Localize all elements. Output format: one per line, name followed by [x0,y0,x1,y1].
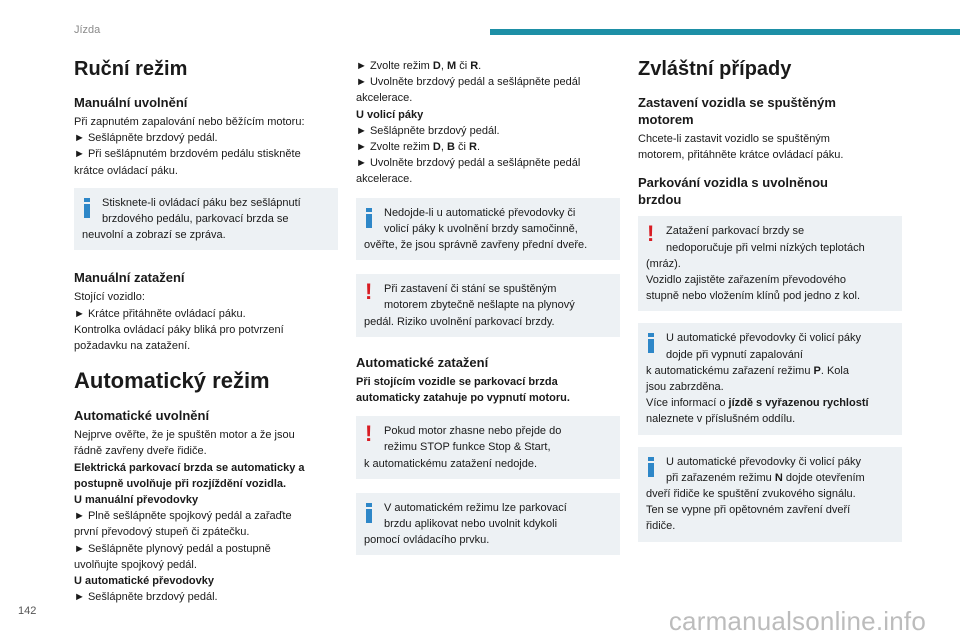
text-line-bold: postupně uvolňuje při rozjíždění vozidla. [74,477,287,490]
warning-text: motorem zbytečně nešlapte na plynový [384,299,575,312]
heading-stop-engine-running: Zastavení vozidla se spuštěným [638,95,836,110]
info-box [74,188,338,251]
text-line: požadavku na zatažení. [74,340,191,353]
warning-text: režimu STOP funkce Stop & Start, [384,441,551,454]
info-box [638,323,902,434]
warning-text: Vozidlo zajistěte zařazením převodového [646,274,846,287]
info-text: Stisknete-li ovládací páku bez sešlápnutí [102,196,301,209]
text-line: ► Uvolněte brzdový pedál a sešlápněte pedál [356,76,581,89]
info-text: dveří řidiče ke spuštění zvukového signálu. [646,488,856,501]
section-header: Jízda [74,24,101,36]
warning-text: stupně nebo vložením klínů pod jedno z kol. [646,290,861,303]
warning-icon: ! [365,421,373,447]
info-text: Více informací o jízdě s vyřazenou rychlostí [646,397,869,410]
warning-box [356,274,620,337]
watermark: carmanualsonline.info [668,606,926,636]
column-1 [74,52,338,605]
heading-automatic-apply: Automatické zatažení [356,354,489,370]
text-line: Chcete-li zastavit vozidlo se spuštěným [638,133,830,145]
text-line: ► Sešlápněte plynový pedál a postupně [74,542,271,555]
warning-text: nedoporučuje při velmi nízkých teplotách [666,241,865,254]
warning-text: Pokud motor zhasne nebo přejde do [384,425,562,438]
text-line: akcelerace. [356,92,413,105]
text-line: Kontrolka ovládací páky bliká pro potvrzení [74,323,284,336]
heading-automatic-release: Automatické uvolnění [74,408,210,424]
info-text: Ten se vypne při opětovném zavření dveří [646,504,851,517]
info-text: řidiče. [646,520,676,533]
text-line: Při zapnutém zapalování nebo běžícím motoru: [74,116,305,128]
text-line: ► Plně sešlápněte spojkový pedál a zařaďte [74,510,292,523]
info-text: ověřte, že jsou správně zavřeny přední dveře. [364,239,588,252]
text-line: ► Krátce přitáhněte ovládací páku. [74,307,246,320]
text-line: ► Při sešlápnutém brzdovém pedálu stiskněte [74,148,301,161]
column-2 [356,58,620,565]
heading-special-cases: Zvláštní případy [638,58,792,80]
page-number: 142 [18,605,37,617]
warning-text: k automatickému zatažení nedojde. [364,457,538,470]
text-line-bold: automaticky zatahuje po vypnutí motoru. [356,392,570,405]
column-3 [638,52,902,552]
info-text: k automatickému zařazení režimu P. Kola [646,364,849,377]
text-line: uvolňujte spojkový pedál. [74,558,197,571]
text-line: ► Zvolte režim D, M či R. [356,60,482,72]
info-icon [648,333,654,353]
info-text: naleznete v příslušném oddílu. [646,413,796,426]
info-box [356,198,620,261]
info-icon [648,457,654,477]
warning-box [638,216,902,311]
info-icon [366,208,372,228]
warning-box [356,416,620,479]
warning-icon: ! [647,221,655,247]
heading-parking-released-2: brzdou [638,192,682,208]
warning-icon: ! [365,279,373,305]
text-line: řádně zavřeny dveře řidiče. [74,445,207,458]
text-line: Stojící vozidlo: [74,291,145,304]
info-text: při zařazeném režimu N dojde otevřením [666,471,865,484]
text-line-bold: Při stojícím vozidle se parkovací brzda [356,375,558,388]
text-line: krátce ovládací páku. [74,164,178,177]
heading-manual-mode: Ruční režim [74,58,188,80]
heading-automatic-mode: Automatický režim [74,368,270,394]
text-line-bold: U automatické převodovky [74,575,214,588]
text-line: ► Sešlápněte brzdový pedál. [356,124,500,137]
heading-parking-released: Parkování vozidla s uvolněnou [638,175,828,191]
info-icon [366,503,372,523]
info-text: volicí páky k uvolnění brzdy samočinně, [384,222,578,235]
info-text: Nedojde-li u automatické převodovky či [384,206,576,219]
text-line: Nejprve ověřte, že je spuštěn motor a že jsou [74,429,295,442]
text-line: ► Zvolte režim D, B či R. [356,141,481,154]
info-text: dojde při vypnutí zapalování [666,348,803,361]
heading-manual-release: Manuální uvolnění [74,95,188,110]
info-text: jsou zabrzděna. [646,381,724,394]
text-line: akcelerace. [356,173,413,186]
text-line-bold: Elektrická parkovací brzda se automaticky a [74,461,305,474]
heading-stop-engine-running-2: motorem [638,112,694,127]
text-line-bold: U volicí páky [356,108,424,121]
text-line: první převodový stupeň či zpátečku. [74,526,250,539]
text-line: ► Uvolněte brzdový pedál a sešlápněte pedál [356,157,581,170]
text-line: ► Sešlápněte brzdový pedál. [74,132,218,145]
info-text: brzdového pedálu, parkovací brzda se [102,213,289,226]
info-text: V automatickém režimu lze parkovací [384,501,567,514]
text-line-bold: U manuální převodovky [74,494,199,507]
info-text: brzdu aplikovat nebo uvolnit kdykoli [384,518,558,531]
header-accent-bar [490,29,960,35]
heading-manual-apply: Manuální zatažení [74,270,185,286]
info-text: pomocí ovládacího prvku. [364,534,490,547]
warning-text: pedál. Riziko uvolnění parkovací brzdy. [364,315,555,328]
info-text: U automatické převodovky či volicí páky [666,455,862,468]
info-text: U automatické převodovky či volicí páky [666,332,862,345]
text-line: ► Sešlápněte brzdový pedál. [74,591,218,604]
warning-text: Při zastavení či stání se spuštěným [384,283,557,296]
info-text: neuvolní a zobrazí se zpráva. [82,229,226,242]
warning-text: Zatažení parkovací brzdy se [666,225,805,238]
info-box [638,447,902,542]
text-line: motorem, přitáhněte krátce ovládací páku. [638,149,844,162]
info-icon [84,198,90,218]
warning-text: (mráz). [646,257,681,270]
info-box [356,493,620,556]
